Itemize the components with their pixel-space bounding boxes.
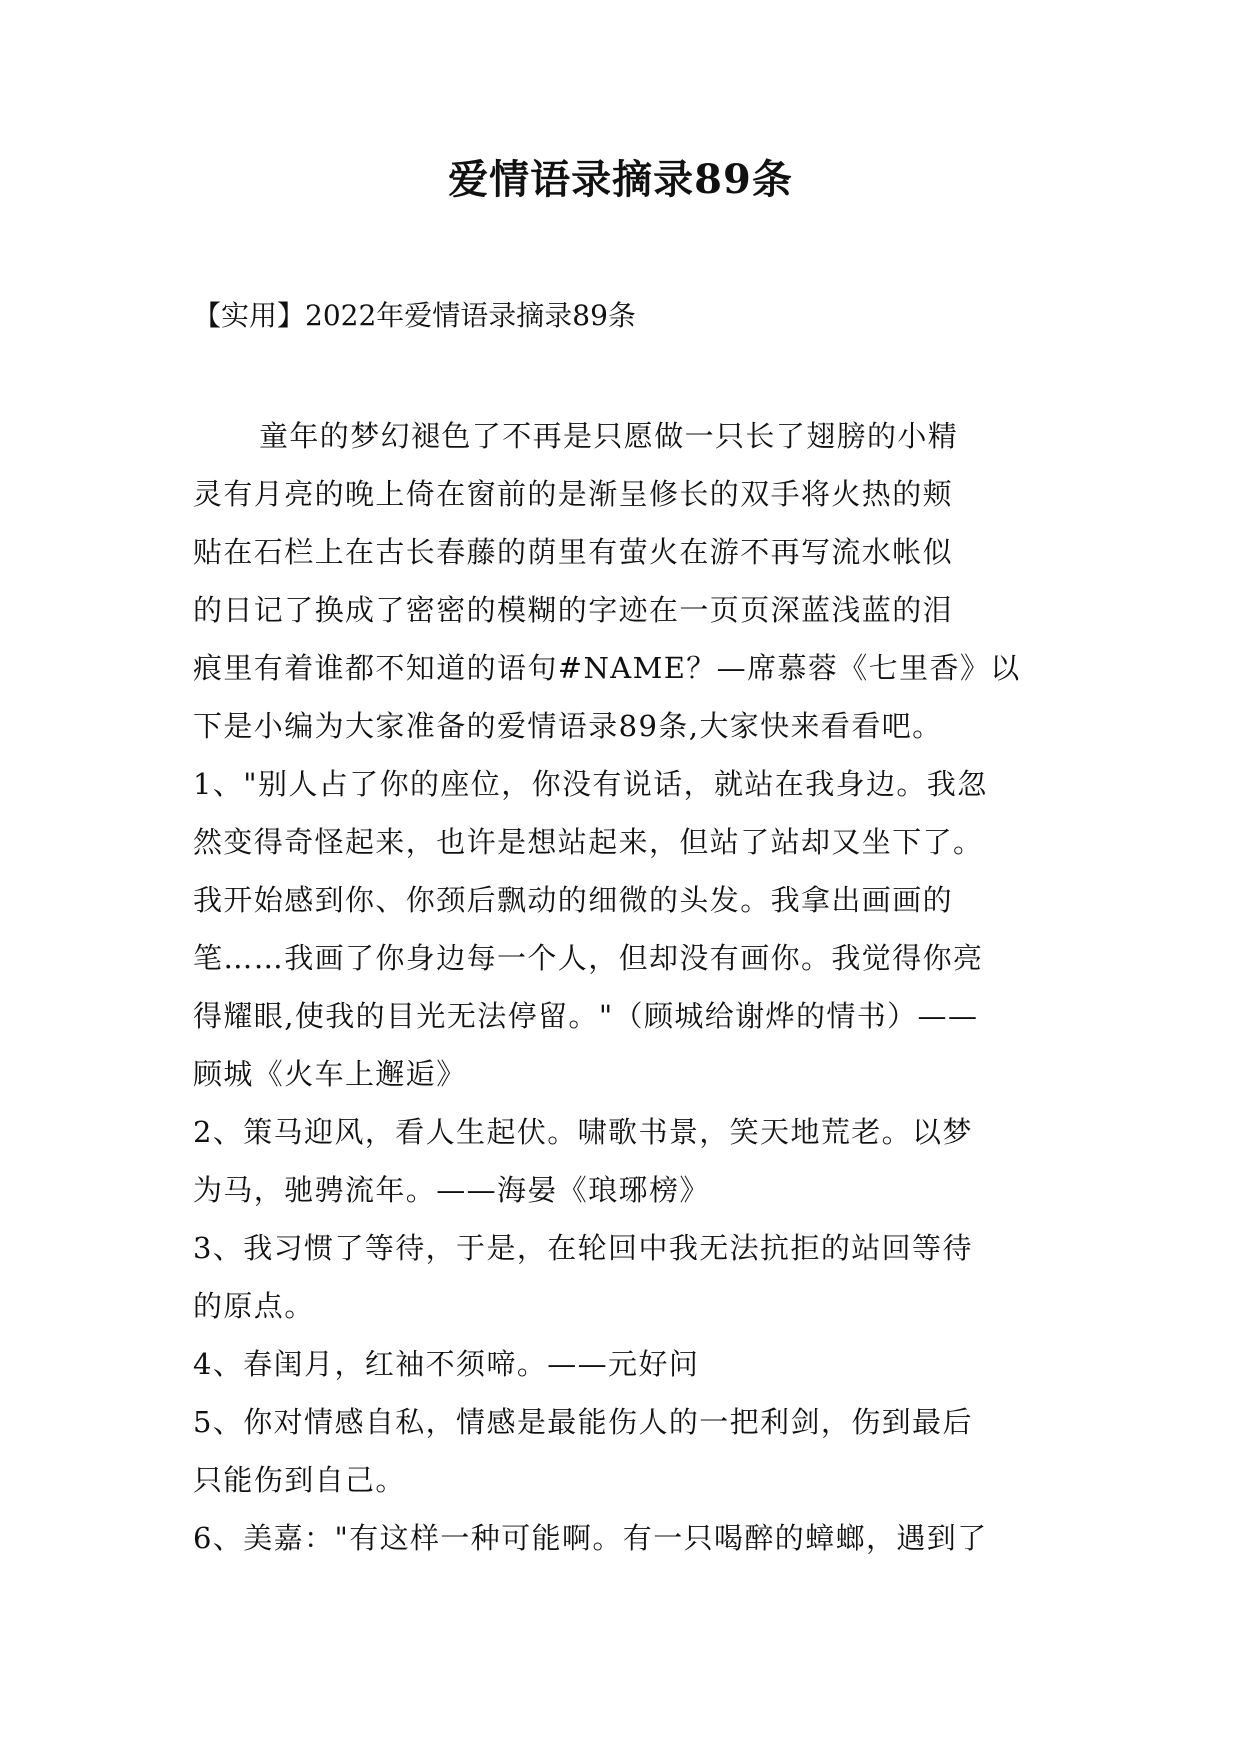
document-title: 爱情语录摘录89条 (448, 156, 793, 203)
document-body (193, 407, 1073, 1567)
body-line: 的日记了换成了密密的模糊的字迹在一页页深蓝浅蓝的泪 (193, 593, 954, 627)
document-subtitle: 【实用】2022年爱情语录摘录89条 (193, 299, 636, 332)
body-line: 为马，驰骋流年。——海晏《琅琊榜》 (193, 1173, 710, 1207)
body-line: 灵有月亮的晚上倚在窗前的是渐呈修长的双手将火热的颊 (193, 477, 954, 511)
body-line: 贴在石栏上在古长春藤的荫里有萤火在游不再写流水帐似 (193, 535, 954, 569)
body-line: 的原点。 (193, 1289, 315, 1323)
body-line: 5、你对情感自私，情感是最能伤人的一把利剑，伤到最后 (193, 1405, 973, 1439)
body-line: 3、我习惯了等待，于是，在轮回中我无法抗拒的站回等待 (193, 1231, 973, 1265)
body-line: 6、美嘉："有这样一种可能啊。有一只喝醉的蟑螂，遇到了 (193, 1521, 988, 1555)
body-line: 然变得奇怪起来，也许是想站起来，但站了站却又坐下了。 (193, 825, 984, 859)
body-line: 2、策马迎风，看人生起伏。啸歌书景，笑天地荒老。以梦 (193, 1115, 973, 1149)
body-line: 痕里有着谁都不知道的语句#NAME？—席慕蓉《七里香》以 (193, 651, 1021, 685)
body-line: 1、"别人占了你的座位，你没有说话，就站在我身边。我忽 (193, 767, 988, 801)
body-line: 顾城《火车上邂逅》 (193, 1057, 467, 1091)
body-line: 得耀眼,使我的目光无法停留。"（顾城给谢烨的情书）—— (193, 999, 979, 1033)
body-line: 4、春闺月，红袖不须啼。——元好问 (193, 1347, 700, 1381)
body-line: 下是小编为大家准备的爱情语录89条,大家快来看看吧。 (193, 709, 943, 743)
body-line: 我开始感到你、你颈后飘动的细微的头发。我拿出画画的 (193, 883, 954, 917)
body-line: 笔……我画了你身边每一个人，但却没有画你。我觉得你亮 (193, 941, 984, 975)
body-line: 只能伤到自己。 (193, 1463, 406, 1497)
body-line: 童年的梦幻褪色了不再是只愿做一只长了翅膀的小精 (259, 419, 959, 453)
